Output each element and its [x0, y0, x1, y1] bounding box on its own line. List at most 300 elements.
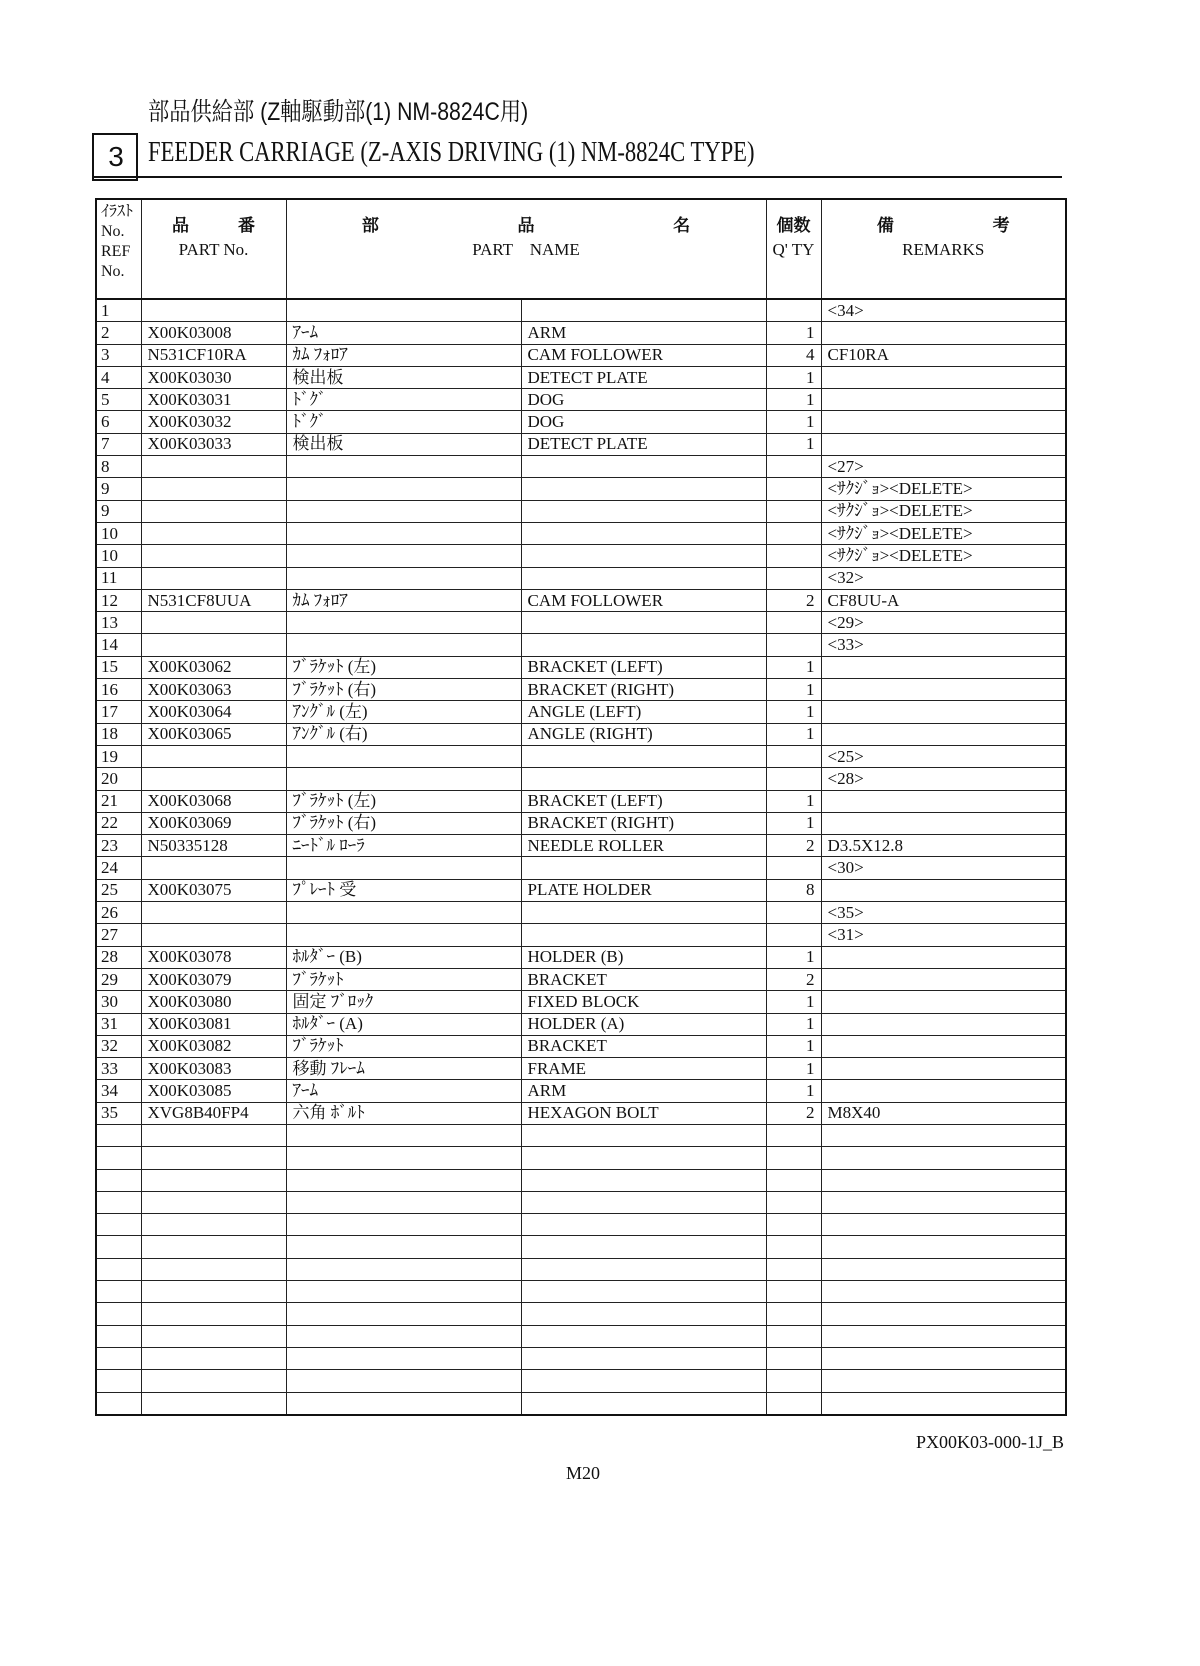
header-remarks — [821, 199, 1066, 299]
cell-name-en — [521, 545, 766, 567]
cell-name-en: DETECT PLATE — [521, 366, 766, 388]
empty-row — [96, 1214, 1066, 1236]
empty-cell — [821, 1191, 1066, 1213]
empty-cell — [286, 1258, 521, 1280]
cell-ref: 22 — [96, 812, 141, 834]
header-ref-jp: ｲﾗｽﾄ — [101, 203, 134, 220]
cell-remarks: <34> — [821, 299, 1066, 322]
cell-part-no: X00K03030 — [141, 366, 286, 388]
cell-name-jp: ﾌﾞﾗｹｯﾄ (右) — [286, 679, 521, 701]
cell-name-jp: 検出板 — [286, 433, 521, 455]
empty-cell — [141, 1124, 286, 1146]
empty-cell — [286, 1347, 521, 1369]
cell-name-en — [521, 857, 766, 879]
cell-qty — [766, 634, 821, 656]
cell-name-en — [521, 478, 766, 500]
cell-ref: 26 — [96, 902, 141, 924]
empty-cell — [286, 1281, 521, 1303]
cell-qty: 1 — [766, 701, 821, 723]
cell-part-no: X00K03075 — [141, 879, 286, 901]
cell-name-jp: ｱﾝｸﾞﾙ (右) — [286, 723, 521, 745]
empty-cell — [821, 1347, 1066, 1369]
cell-ref: 19 — [96, 745, 141, 767]
cell-name-en — [521, 567, 766, 589]
cell-remarks: D3.5X12.8 — [821, 835, 1066, 857]
empty-cell — [766, 1325, 821, 1347]
cell-name-en — [521, 500, 766, 522]
empty-cell — [521, 1169, 766, 1191]
cell-qty — [766, 545, 821, 567]
cell-qty: 1 — [766, 322, 821, 344]
empty-row — [96, 1169, 1066, 1191]
header-remarks-jp1: 備 — [876, 216, 894, 236]
cell-qty: 1 — [766, 411, 821, 433]
table-row — [96, 723, 1066, 745]
cell-qty — [766, 768, 821, 790]
empty-row — [96, 1191, 1066, 1213]
empty-row — [96, 1303, 1066, 1325]
cell-name-en: BRACKET — [521, 1035, 766, 1057]
cell-ref: 13 — [96, 612, 141, 634]
empty-cell — [821, 1325, 1066, 1347]
cell-remarks: <29> — [821, 612, 1066, 634]
table-row — [96, 745, 1066, 767]
cell-name-en — [521, 634, 766, 656]
cell-remarks: <ｻｸｼﾞｮ><DELETE> — [821, 522, 1066, 544]
empty-cell — [141, 1281, 286, 1303]
cell-remarks: <25> — [821, 745, 1066, 767]
table-row — [96, 1035, 1066, 1057]
cell-name-en: BRACKET — [521, 968, 766, 990]
cell-qty — [766, 857, 821, 879]
cell-ref: 29 — [96, 968, 141, 990]
header-name-jp2: 品 — [517, 216, 535, 236]
cell-name-jp — [286, 634, 521, 656]
empty-cell — [96, 1281, 141, 1303]
empty-cell — [821, 1169, 1066, 1191]
header-remarks-en: REMARKS — [902, 240, 985, 259]
cell-remarks: <30> — [821, 857, 1066, 879]
empty-cell — [141, 1325, 286, 1347]
table-row — [96, 902, 1066, 924]
cell-ref: 2 — [96, 322, 141, 344]
cell-name-en: PLATE HOLDER — [521, 879, 766, 901]
empty-row — [96, 1124, 1066, 1146]
cell-ref: 7 — [96, 433, 141, 455]
empty-cell — [766, 1214, 821, 1236]
cell-name-jp: ｶﾑ ﾌｫﾛｱ — [286, 589, 521, 611]
cell-qty — [766, 456, 821, 478]
empty-cell — [821, 1392, 1066, 1415]
cell-name-en: BRACKET (RIGHT) — [521, 679, 766, 701]
cell-name-jp: ｱﾝｸﾞﾙ (左) — [286, 701, 521, 723]
empty-cell — [96, 1392, 141, 1415]
empty-cell — [821, 1236, 1066, 1258]
title-english: FEEDER CARRIAGE (Z-AXIS DRIVING (1) NM-8824C TYPE) — [148, 136, 755, 168]
empty-cell — [141, 1147, 286, 1169]
header-remarks-jp2: 考 — [992, 216, 1010, 236]
cell-name-en: BRACKET (LEFT) — [521, 656, 766, 678]
cell-part-no: N531CF10RA — [141, 344, 286, 366]
empty-cell — [821, 1147, 1066, 1169]
empty-cell — [766, 1370, 821, 1392]
empty-cell — [521, 1236, 766, 1258]
cell-ref: 25 — [96, 879, 141, 901]
cell-ref: 9 — [96, 500, 141, 522]
cell-remarks — [821, 1080, 1066, 1102]
cell-qty: 2 — [766, 968, 821, 990]
cell-part-no: X00K03031 — [141, 389, 286, 411]
cell-name-en: ARM — [521, 1080, 766, 1102]
header-name-jp1: 部 — [361, 216, 379, 236]
cell-remarks — [821, 389, 1066, 411]
cell-ref: 33 — [96, 1058, 141, 1080]
table-row — [96, 879, 1066, 901]
cell-part-no: XVG8B40FP4 — [141, 1102, 286, 1124]
cell-name-en — [521, 745, 766, 767]
empty-cell — [96, 1303, 141, 1325]
table-row — [96, 478, 1066, 500]
cell-qty: 1 — [766, 723, 821, 745]
cell-name-en: ARM — [521, 322, 766, 344]
cell-name-jp: ﾌﾞﾗｹｯﾄ (左) — [286, 656, 521, 678]
cell-remarks — [821, 968, 1066, 990]
cell-ref: 10 — [96, 545, 141, 567]
cell-name-en — [521, 299, 766, 322]
empty-row — [96, 1258, 1066, 1280]
cell-part-no: X00K03062 — [141, 656, 286, 678]
empty-cell — [96, 1124, 141, 1146]
cell-part-no: X00K03008 — [141, 322, 286, 344]
header-ref-en: REF — [101, 243, 131, 260]
cell-name-jp: ﾌﾞﾗｹｯﾄ (右) — [286, 812, 521, 834]
cell-qty — [766, 924, 821, 946]
cell-name-jp — [286, 857, 521, 879]
table-row — [96, 812, 1066, 834]
cell-remarks — [821, 946, 1066, 968]
empty-cell — [96, 1325, 141, 1347]
cell-part-no: X00K03069 — [141, 812, 286, 834]
empty-cell — [521, 1303, 766, 1325]
cell-name-jp — [286, 478, 521, 500]
cell-qty: 1 — [766, 389, 821, 411]
cell-ref: 8 — [96, 456, 141, 478]
cell-part-no: X00K03079 — [141, 968, 286, 990]
cell-part-no: N531CF8UUA — [141, 589, 286, 611]
cell-ref: 4 — [96, 366, 141, 388]
cell-qty: 1 — [766, 991, 821, 1013]
cell-name-jp — [286, 902, 521, 924]
empty-cell — [96, 1191, 141, 1213]
empty-cell — [141, 1303, 286, 1325]
table-row — [96, 322, 1066, 344]
empty-row — [96, 1147, 1066, 1169]
empty-cell — [766, 1347, 821, 1369]
table-row — [96, 545, 1066, 567]
cell-name-en: FIXED BLOCK — [521, 991, 766, 1013]
empty-cell — [96, 1214, 141, 1236]
cell-part-no — [141, 478, 286, 500]
empty-cell — [766, 1258, 821, 1280]
empty-row — [96, 1325, 1066, 1347]
empty-cell — [821, 1124, 1066, 1146]
table-row — [96, 567, 1066, 589]
header-part-name — [286, 199, 766, 299]
cell-part-no — [141, 500, 286, 522]
cell-name-jp: ﾄﾞｸﾞ — [286, 411, 521, 433]
cell-name-en — [521, 902, 766, 924]
header-qty — [766, 199, 821, 299]
empty-cell — [521, 1392, 766, 1415]
cell-ref: 31 — [96, 1013, 141, 1035]
table-row — [96, 389, 1066, 411]
cell-remarks: <35> — [821, 902, 1066, 924]
header-ref-no: No. — [101, 223, 125, 240]
cell-qty: 1 — [766, 1013, 821, 1035]
cell-ref: 18 — [96, 723, 141, 745]
table-row — [96, 522, 1066, 544]
table-row — [96, 701, 1066, 723]
cell-name-jp: ｶﾑ ﾌｫﾛｱ — [286, 344, 521, 366]
empty-cell — [96, 1370, 141, 1392]
cell-name-jp — [286, 299, 521, 322]
cell-name-jp: ﾌﾟﾚｰﾄ 受 — [286, 879, 521, 901]
cell-name-en — [521, 522, 766, 544]
header-name-en: PART NAME — [472, 240, 580, 259]
cell-qty: 1 — [766, 790, 821, 812]
header-part-no — [141, 199, 286, 299]
empty-cell — [821, 1214, 1066, 1236]
cell-remarks: <28> — [821, 768, 1066, 790]
cell-name-jp: 移動 ﾌﾚｰﾑ — [286, 1058, 521, 1080]
empty-cell — [766, 1236, 821, 1258]
cell-part-no: X00K03064 — [141, 701, 286, 723]
empty-cell — [141, 1169, 286, 1191]
empty-cell — [821, 1370, 1066, 1392]
cell-remarks — [821, 1058, 1066, 1080]
cell-part-no — [141, 545, 286, 567]
cell-ref: 23 — [96, 835, 141, 857]
cell-remarks: <33> — [821, 634, 1066, 656]
empty-cell — [286, 1392, 521, 1415]
cell-qty: 1 — [766, 1080, 821, 1102]
title-japanese: 部品供給部 (Z軸駆動部(1) NM-8824C用) — [148, 98, 529, 126]
cell-remarks — [821, 656, 1066, 678]
empty-cell — [521, 1147, 766, 1169]
cell-remarks — [821, 433, 1066, 455]
cell-qty: 2 — [766, 1102, 821, 1124]
empty-cell — [521, 1281, 766, 1303]
table-row — [96, 790, 1066, 812]
cell-name-jp: ﾌﾞﾗｹｯﾄ (左) — [286, 790, 521, 812]
empty-cell — [766, 1281, 821, 1303]
empty-cell — [141, 1370, 286, 1392]
cell-name-jp — [286, 612, 521, 634]
cell-qty — [766, 478, 821, 500]
cell-part-no — [141, 857, 286, 879]
cell-ref: 6 — [96, 411, 141, 433]
empty-cell — [766, 1169, 821, 1191]
cell-part-no — [141, 299, 286, 322]
cell-qty: 1 — [766, 366, 821, 388]
table-row — [96, 433, 1066, 455]
table-row — [96, 679, 1066, 701]
cell-remarks — [821, 322, 1066, 344]
header-name-jp3: 名 — [673, 216, 691, 236]
parts-table — [95, 198, 1067, 1416]
cell-qty: 1 — [766, 946, 821, 968]
cell-name-en: DOG — [521, 411, 766, 433]
empty-cell — [96, 1258, 141, 1280]
empty-cell — [821, 1281, 1066, 1303]
empty-cell — [286, 1325, 521, 1347]
cell-part-no: X00K03085 — [141, 1080, 286, 1102]
cell-name-en — [521, 456, 766, 478]
cell-qty — [766, 567, 821, 589]
empty-cell — [521, 1370, 766, 1392]
cell-ref: 5 — [96, 389, 141, 411]
page-number: M20 — [566, 1463, 601, 1483]
empty-cell — [766, 1392, 821, 1415]
table-row — [96, 991, 1066, 1013]
empty-cell — [286, 1169, 521, 1191]
cell-remarks: CF10RA — [821, 344, 1066, 366]
header-partno-jp2: 番 — [238, 216, 255, 236]
cell-name-jp: 固定 ﾌﾞﾛｯｸ — [286, 991, 521, 1013]
cell-remarks — [821, 1035, 1066, 1057]
cell-name-jp: 六角 ﾎﾞﾙﾄ — [286, 1102, 521, 1124]
empty-cell — [521, 1325, 766, 1347]
cell-remarks — [821, 679, 1066, 701]
table-row — [96, 456, 1066, 478]
table-row — [96, 366, 1066, 388]
cell-name-en: ANGLE (RIGHT) — [521, 723, 766, 745]
header-partno-jp1: 品 — [172, 216, 189, 236]
empty-cell — [766, 1303, 821, 1325]
empty-cell — [96, 1236, 141, 1258]
table-row — [96, 634, 1066, 656]
cell-remarks — [821, 790, 1066, 812]
empty-cell — [141, 1191, 286, 1213]
cell-qty: 1 — [766, 1035, 821, 1057]
cell-name-jp — [286, 545, 521, 567]
empty-cell — [96, 1169, 141, 1191]
cell-name-jp — [286, 567, 521, 589]
empty-cell — [141, 1236, 286, 1258]
cell-name-en: DETECT PLATE — [521, 433, 766, 455]
cell-name-jp: ﾎﾙﾀﾞｰ (B) — [286, 946, 521, 968]
cell-name-jp — [286, 745, 521, 767]
cell-name-jp: ﾆｰﾄﾞﾙ ﾛｰﾗ — [286, 835, 521, 857]
cell-qty: 1 — [766, 679, 821, 701]
empty-cell — [521, 1258, 766, 1280]
cell-remarks — [821, 991, 1066, 1013]
cell-name-jp: ﾄﾞｸﾞ — [286, 389, 521, 411]
cell-qty — [766, 745, 821, 767]
empty-cell — [521, 1191, 766, 1213]
cell-name-jp: ﾌﾞﾗｹｯﾄ — [286, 968, 521, 990]
cell-name-en: CAM FOLLOWER — [521, 344, 766, 366]
empty-cell — [141, 1347, 286, 1369]
empty-cell — [286, 1124, 521, 1146]
cell-name-jp: ﾌﾞﾗｹｯﾄ — [286, 1035, 521, 1057]
cell-part-no — [141, 902, 286, 924]
cell-ref: 32 — [96, 1035, 141, 1057]
cell-ref: 17 — [96, 701, 141, 723]
cell-qty: 1 — [766, 433, 821, 455]
title-rule — [92, 176, 1062, 178]
cell-remarks — [821, 1013, 1066, 1035]
table-row — [96, 1013, 1066, 1035]
cell-remarks — [821, 723, 1066, 745]
empty-cell — [286, 1214, 521, 1236]
cell-part-no — [141, 745, 286, 767]
empty-cell — [286, 1303, 521, 1325]
cell-ref: 30 — [96, 991, 141, 1013]
cell-part-no: X00K03065 — [141, 723, 286, 745]
cell-name-en: DOG — [521, 389, 766, 411]
cell-name-jp — [286, 456, 521, 478]
cell-remarks — [821, 879, 1066, 901]
cell-part-no — [141, 634, 286, 656]
empty-row — [96, 1236, 1066, 1258]
empty-cell — [96, 1347, 141, 1369]
cell-ref: 27 — [96, 924, 141, 946]
cell-qty: 4 — [766, 344, 821, 366]
document-code: PX00K03-000-1J_B — [915, 1432, 1064, 1452]
table-row — [96, 299, 1066, 322]
empty-cell — [141, 1258, 286, 1280]
cell-name-en — [521, 612, 766, 634]
cell-ref: 9 — [96, 478, 141, 500]
cell-ref: 21 — [96, 790, 141, 812]
cell-part-no — [141, 924, 286, 946]
table-row — [96, 768, 1066, 790]
cell-remarks: <27> — [821, 456, 1066, 478]
table-row — [96, 857, 1066, 879]
cell-qty: 8 — [766, 879, 821, 901]
empty-cell — [96, 1147, 141, 1169]
cell-qty: 2 — [766, 835, 821, 857]
empty-cell — [141, 1392, 286, 1415]
cell-part-no: X00K03032 — [141, 411, 286, 433]
cell-part-no — [141, 612, 286, 634]
cell-name-en: BRACKET (RIGHT) — [521, 812, 766, 834]
cell-name-en — [521, 768, 766, 790]
table-row — [96, 968, 1066, 990]
table-row — [96, 344, 1066, 366]
cell-remarks: <ｻｸｼﾞｮ><DELETE> — [821, 478, 1066, 500]
cell-qty: 2 — [766, 589, 821, 611]
empty-row — [96, 1347, 1066, 1369]
cell-name-en: FRAME — [521, 1058, 766, 1080]
cell-name-jp — [286, 924, 521, 946]
cell-qty: 1 — [766, 656, 821, 678]
empty-cell — [521, 1214, 766, 1236]
cell-ref: 28 — [96, 946, 141, 968]
cell-name-jp: 検出板 — [286, 366, 521, 388]
cell-name-en: HOLDER (B) — [521, 946, 766, 968]
header-qty-en: Q' TY — [772, 240, 815, 259]
cell-remarks — [821, 411, 1066, 433]
cell-qty — [766, 612, 821, 634]
empty-row — [96, 1281, 1066, 1303]
table-row — [96, 589, 1066, 611]
cell-ref: 20 — [96, 768, 141, 790]
table-row — [96, 411, 1066, 433]
empty-cell — [286, 1236, 521, 1258]
table-header — [96, 199, 1066, 299]
